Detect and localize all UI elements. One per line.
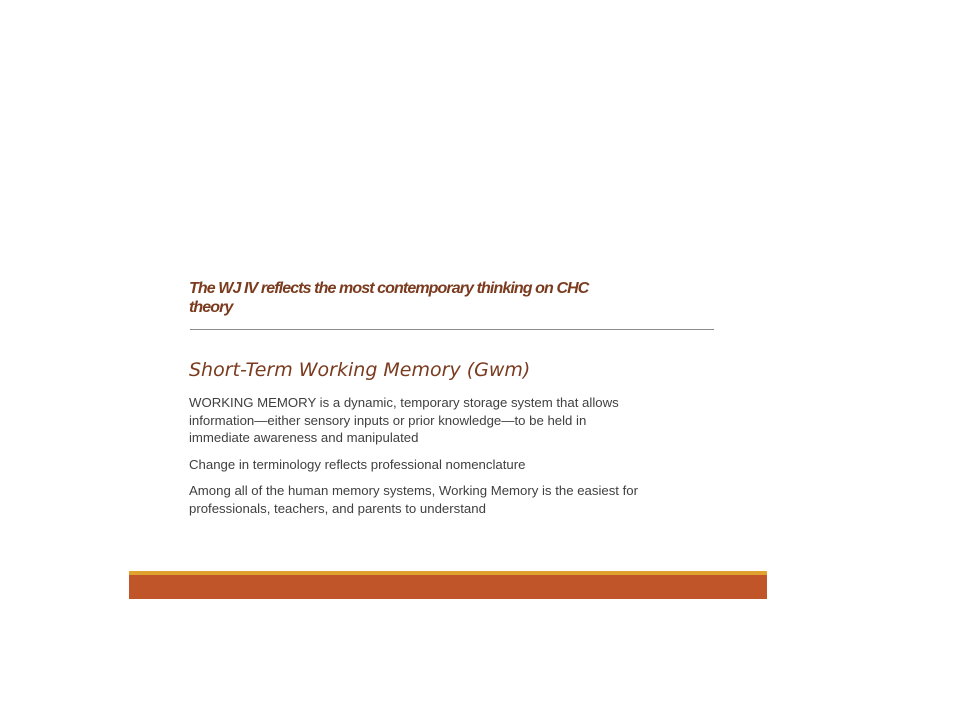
bullet-item-terminology: Change in terminology reflects professional nomenclature	[189, 456, 526, 472]
bullet-item-definition: WORKING MEMORY is a dynamic, temporary storage system that allows information—either sensory inputs or prior knowledge—to be held in immediate awareness and manipulated	[189, 395, 619, 445]
section-heading: Short-Term Working Memory (Gwm)	[189, 359, 531, 381]
title-divider	[190, 329, 714, 330]
footer-accent-bar	[129, 575, 767, 599]
bullet-list	[189, 394, 649, 526]
slide-title: The WJ IV reflects the most contemporary thinking on CHC theory	[189, 280, 589, 316]
bullet-item-easiest: Among all of the human memory systems, Working Memory is the easiest for professionals, teachers, and parents to understand	[189, 483, 639, 516]
